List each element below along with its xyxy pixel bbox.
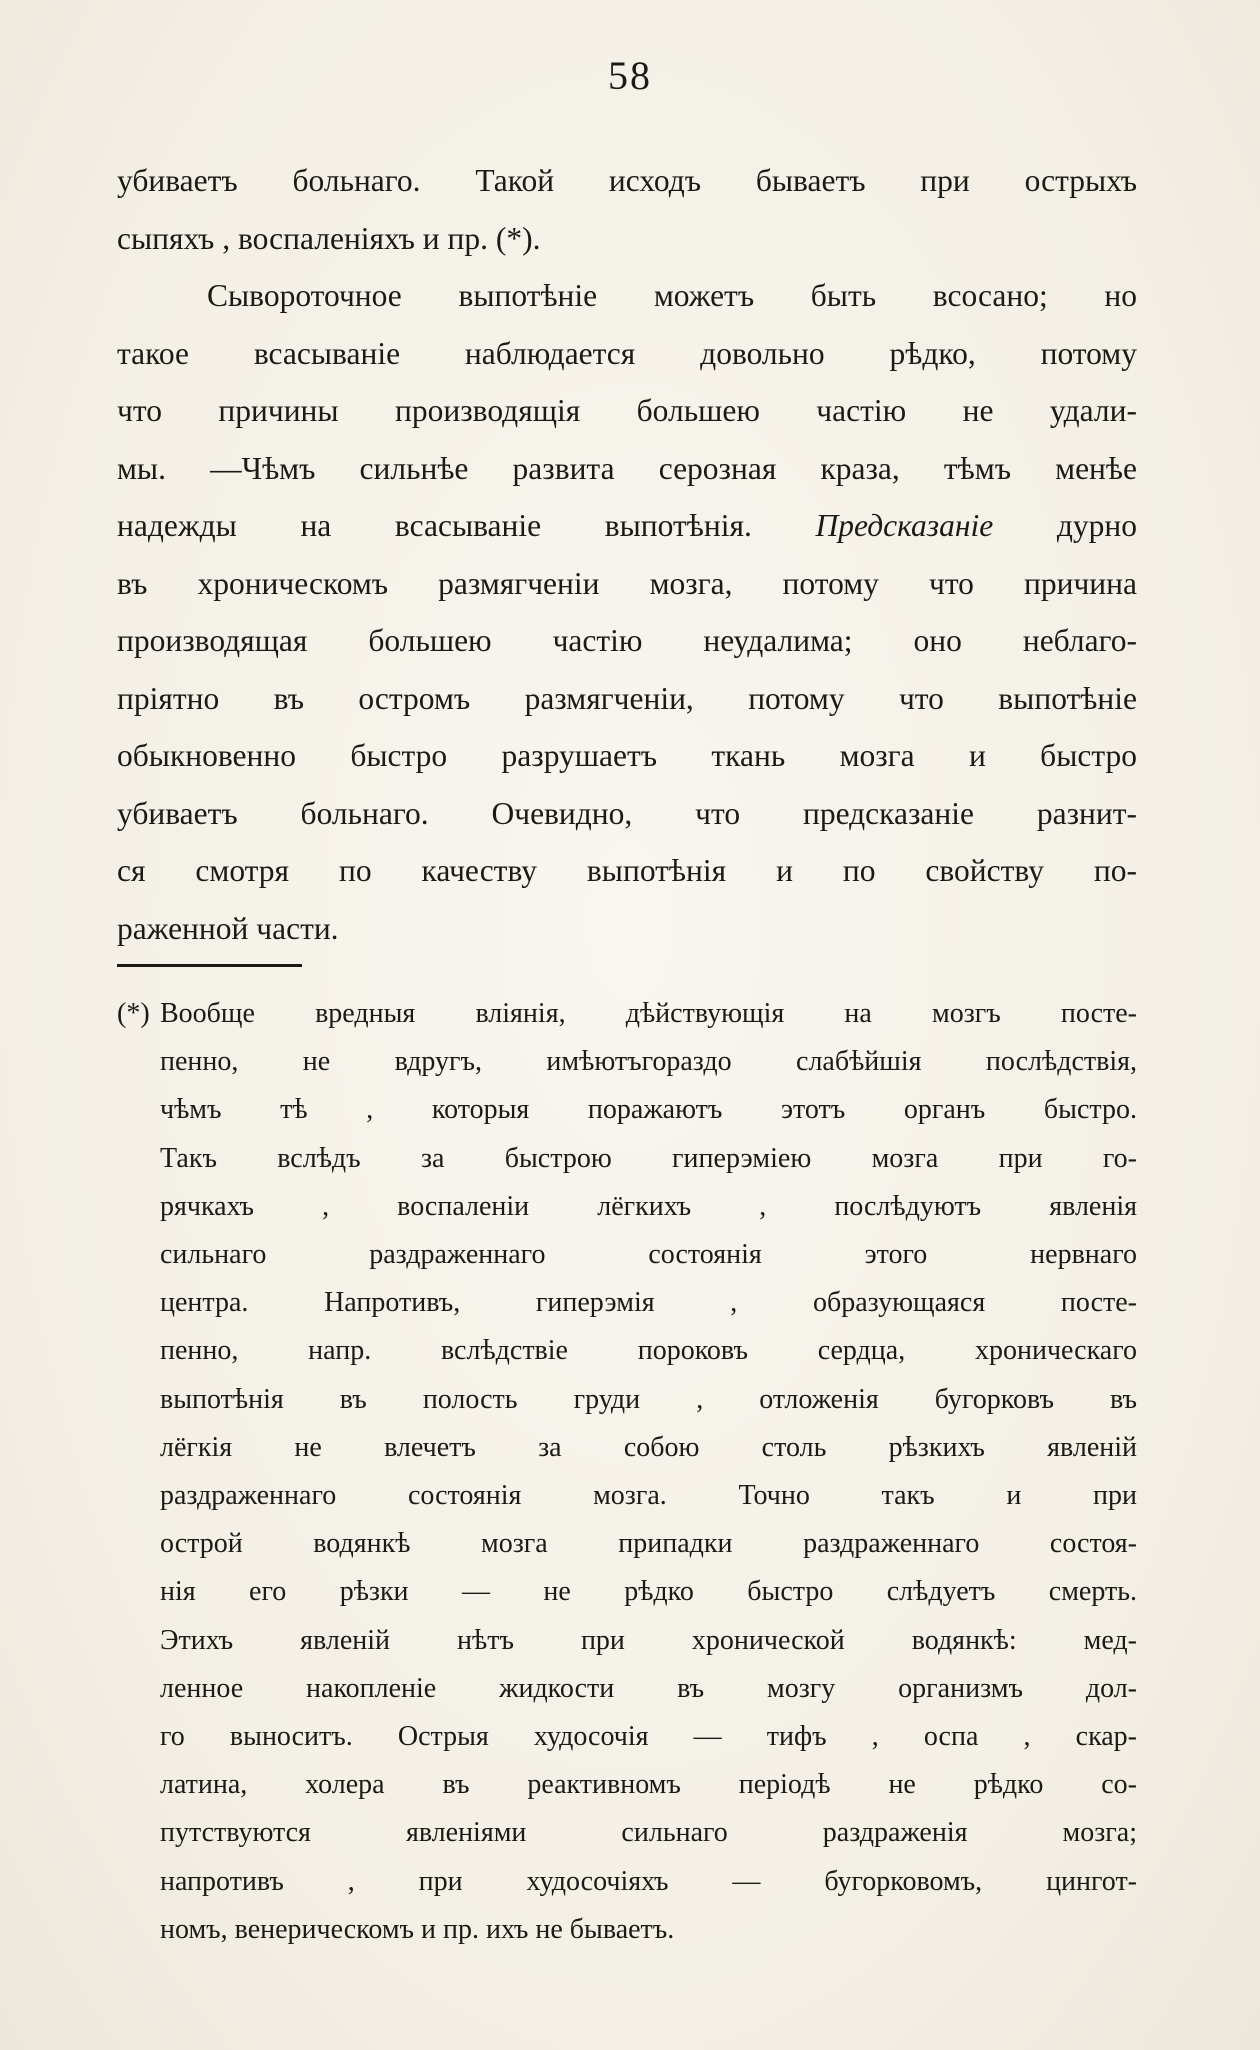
footnote-line: Такъ вслѣдъ за быстрою гиперэміею мозга при го- [160, 1142, 1137, 1174]
footnote-line: (*) Вообще вредныя вліянія, дѣйствующія на мозгъ посте- [117, 990, 1137, 1038]
text-line: производящая большею частію неудалима; оно неблаго- [117, 623, 1137, 658]
footnote-line: пенно, не вдругъ, имѣютъгораздо слабѣйшія послѣдствія, [160, 1046, 1137, 1078]
text-line: ся смотря по качеству выпотѣнія и по свойству по- [117, 853, 1137, 888]
main-text [117, 152, 1137, 957]
footnote-line: выпотѣнія въ полость груди , отложенія бугорковъ въ [160, 1383, 1137, 1415]
footnote-mark: (*) [117, 998, 150, 1029]
footnote-line: чѣмъ тѣ , которыя поражаютъ этотъ органъ быстро. [160, 1094, 1137, 1126]
page-number: 58 [608, 53, 652, 98]
footnote-line: номъ, венерическомъ и пр. ихъ не бываетъ. [160, 1913, 675, 1945]
text-line: въ хроническомъ размягченіи мозга, потому что причина [117, 565, 1137, 601]
footnote-line: нія его рѣзки — не рѣдко быстро слѣдуетъ смерть. [160, 1576, 1137, 1608]
footnote-divider [117, 964, 302, 967]
footnote-line: латина, холера въ реактивномъ періодѣ не рѣдко со- [160, 1769, 1137, 1801]
text-line: пріятно въ остромъ размягченіи, потому что выпотѣніе [117, 680, 1137, 716]
text-line: надежды на всасываніе выпотѣнія. Предсказаніе дурно [117, 508, 1137, 543]
footnote-line: лёгкія не влечетъ за собою столь рѣзкихъ явленій [160, 1431, 1137, 1463]
footnote-line: го выноситъ. Острыя худосочія — тифъ , оспа , скар- [160, 1721, 1137, 1753]
text-line: мы. —Чѣмъ сильнѣе развита серозная краза, тѣмъ менѣе [117, 450, 1137, 486]
footnote-line: рячкахъ , воспаленіи лёгкихъ , послѣдуютъ явленія [160, 1190, 1137, 1222]
text-line: что причины производящія большею частію не удали- [117, 393, 1137, 428]
text-line: убиваетъ больнаго. Такой исходъ бываетъ при острыхъ [117, 163, 1137, 198]
text-line: убиваетъ больнаго. Очевидно, что предсказаніе разнит- [117, 795, 1137, 831]
text-line: сыпяхъ , воспаленіяхъ и пр. (*). [117, 220, 541, 256]
footnote-line: путствуются явленіями сильнаго раздраженія мозга; [160, 1817, 1137, 1849]
footnote-line: центра. Напротивъ, гиперэмія , образующаяся посте- [160, 1287, 1137, 1319]
footnote-line: напротивъ , при худосочіяхъ — бугорковомъ, цингот- [160, 1865, 1137, 1897]
text-line: Сывороточное выпотѣніе можетъ быть всосано; но [207, 278, 1137, 313]
text-line: раженной части. [117, 910, 339, 946]
text-line: такое всасываніе наблюдается довольно рѣдко, потому [117, 335, 1137, 371]
footnote-line: ленное накопленіе жидкости въ мозгу организмъ дол- [160, 1672, 1137, 1704]
footnote-line: острой водянкѣ мозга припадки раздраженнаго состоя- [160, 1528, 1137, 1560]
footnote [117, 990, 1137, 1954]
footnote-line: Этихъ явленій нѣтъ при хронической водянкѣ: мед- [160, 1624, 1137, 1656]
footnote-line: сильнаго раздраженнаго состоянія этого нервнаго [160, 1239, 1137, 1271]
text-line: обыкновенно быстро разрушаетъ ткань мозга и быстро [117, 738, 1137, 773]
footnote-line: пенно, напр. вслѣдствіе пороковъ сердца, хроническаго [160, 1335, 1137, 1367]
footnote-line: раздраженнаго состоянія мозга. Точно такъ и при [160, 1480, 1137, 1512]
